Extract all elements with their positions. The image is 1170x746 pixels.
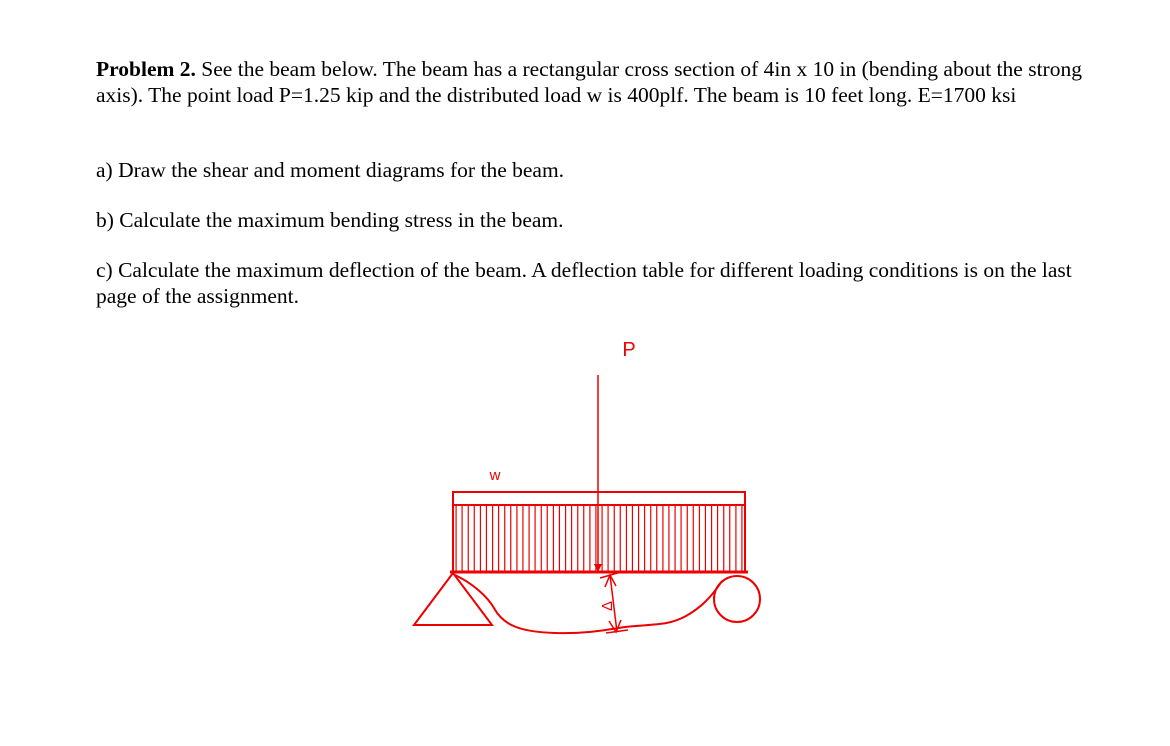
point-load-arrow (594, 375, 602, 572)
distributed-load-label: w (489, 467, 501, 484)
question-part-b: b) Calculate the maximum bending stress in the beam. (96, 208, 564, 232)
question-part-a: a) Draw the shear and moment diagrams for the beam. (96, 158, 565, 182)
deflected-shape (455, 575, 722, 633)
distributed-load-bars (456, 505, 742, 572)
point-load-label: P (622, 339, 636, 361)
problem-heading: Problem 2. (96, 57, 196, 81)
question-part-c: c) Calculate the maximum deflection of the beam. A deflection table for different loading conditions is on the last page of the assignment. (96, 258, 1072, 308)
distributed-load (453, 492, 745, 572)
problem-text: See the beam below. The beam has a rectangular cross section of 4in x 10 in (bending about the strong axis). The point load P=1.25 kip and the distributed load w is 400plf. The beam is 10 feet long. E=1700 ksi (96, 57, 1082, 107)
deflection-label: Δ (599, 600, 616, 612)
pin-support (414, 573, 492, 625)
